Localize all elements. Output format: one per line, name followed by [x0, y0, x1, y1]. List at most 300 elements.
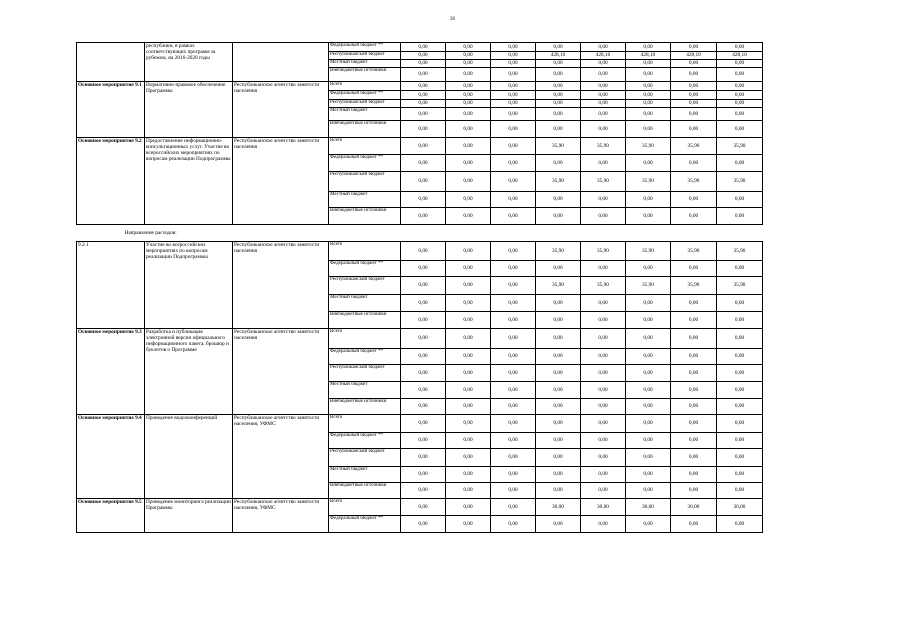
section-heading: Направление расходов:	[77, 225, 763, 242]
amount-cell: 0,00	[626, 208, 671, 225]
amount-cell: 0,00	[626, 516, 671, 533]
amount-cell: 0,00	[401, 68, 446, 82]
amount-cell: 0,00	[626, 91, 671, 100]
amount-cell: 0,00	[626, 192, 671, 208]
amount-cell: 0,00	[491, 138, 536, 155]
amount-cell: 0,00	[717, 261, 763, 277]
amount-cell: 0,00	[446, 91, 491, 100]
amount-cell: 35,90	[671, 242, 717, 261]
amount-cell: 0,00	[626, 60, 671, 68]
amount-cell: 0,00	[536, 60, 581, 68]
amount-cell: 0,00	[581, 155, 626, 172]
amount-cell: 0,00	[536, 261, 581, 277]
amount-cell: 0,00	[491, 295, 536, 312]
amount-cell: 0,00	[446, 208, 491, 225]
amount-cell: 0,00	[581, 208, 626, 225]
amount-cell: 35,90	[626, 138, 671, 155]
budget-row	[77, 82, 763, 91]
amount-cell: 428,10	[717, 52, 763, 60]
amount-cell: 0,00	[717, 60, 763, 68]
amount-cell: 0,00	[401, 43, 446, 52]
amount-cell: 0,00	[446, 277, 491, 295]
amount-cell: 0,00	[626, 467, 671, 483]
funding-source: Внебюджетные источники	[329, 312, 401, 329]
amount-cell: 0,00	[401, 60, 446, 68]
funding-source: Республиканский бюджет	[329, 100, 401, 108]
funding-source: Местный бюджет	[329, 192, 401, 208]
amount-cell: 0,00	[536, 91, 581, 100]
funding-source: Местный бюджет	[329, 382, 401, 399]
amount-cell: 0,00	[671, 349, 717, 365]
amount-cell: 0,00	[401, 52, 446, 60]
amount-cell: 0,00	[626, 433, 671, 449]
amount-cell: 0,00	[446, 329, 491, 349]
funding-source: Местный бюджет	[329, 295, 401, 312]
amount-cell: 35,90	[536, 172, 581, 192]
amount-cell: 0,00	[491, 68, 536, 82]
amount-cell: 0,00	[671, 312, 717, 329]
amount-cell: 0,00	[491, 242, 536, 261]
funding-source: Федеральный бюджет **	[329, 516, 401, 533]
funding-source: Республиканский бюджет	[329, 172, 401, 192]
amount-cell: 0,00	[491, 208, 536, 225]
amount-cell: 0,00	[717, 312, 763, 329]
amount-cell: 0,00	[581, 68, 626, 82]
funding-source: Внебюджетные источники	[329, 399, 401, 415]
amount-cell: 0,00	[401, 433, 446, 449]
amount-cell: 0,00	[626, 449, 671, 467]
amount-cell: 35,90	[536, 277, 581, 295]
amount-cell: 0,00	[671, 91, 717, 100]
amount-cell: 0,00	[446, 449, 491, 467]
amount-cell: 0,00	[491, 499, 536, 516]
amount-cell: 0,00	[491, 100, 536, 108]
amount-cell: 0,00	[491, 516, 536, 533]
amount-cell: 35,90	[671, 277, 717, 295]
amount-cell: 0,00	[626, 415, 671, 433]
amount-cell: 0,00	[446, 415, 491, 433]
amount-cell: 0,00	[536, 433, 581, 449]
amount-cell: 35,90	[717, 242, 763, 261]
amount-cell: 0,00	[446, 433, 491, 449]
amount-cell: 0,00	[717, 382, 763, 399]
amount-cell: 0,00	[401, 467, 446, 483]
amount-cell: 0,00	[491, 121, 536, 138]
funding-source: Внебюджетные источники	[329, 208, 401, 225]
amount-cell: 0,00	[536, 82, 581, 91]
amount-cell: 0,00	[671, 208, 717, 225]
funding-source: Всего	[329, 242, 401, 261]
amount-cell: 0,00	[491, 192, 536, 208]
funding-source: Федеральный бюджет **	[329, 155, 401, 172]
page-number: 36	[450, 17, 455, 22]
amount-cell: 0,00	[626, 399, 671, 415]
amount-cell: 0,00	[671, 121, 717, 138]
amount-cell: 0,00	[446, 365, 491, 382]
amount-cell: 0,00	[581, 433, 626, 449]
measure-executor: Республиканское агентство занятости населения, УФМС	[233, 499, 329, 533]
amount-cell: 35,90	[536, 242, 581, 261]
amount-cell: 0,00	[491, 43, 536, 52]
budget-row	[77, 242, 763, 261]
amount-cell: 0,00	[491, 108, 536, 121]
funding-source: Всего	[329, 499, 401, 516]
amount-cell: 0,00	[536, 68, 581, 82]
amount-cell: 0,00	[581, 449, 626, 467]
amount-cell: 0,00	[671, 60, 717, 68]
amount-cell: 0,00	[401, 349, 446, 365]
amount-cell: 35,90	[671, 138, 717, 155]
amount-cell: 0,00	[671, 399, 717, 415]
amount-cell: 0,00	[717, 68, 763, 82]
amount-cell: 35,90	[581, 172, 626, 192]
amount-cell: 428,10	[626, 52, 671, 60]
amount-cell: 0,00	[717, 91, 763, 100]
amount-cell: 0,00	[401, 277, 446, 295]
amount-cell: 0,00	[717, 449, 763, 467]
amount-cell: 0,00	[626, 82, 671, 91]
amount-cell: 0,00	[491, 60, 536, 68]
funding-source: Местный бюджет	[329, 108, 401, 121]
amount-cell: 0,00	[446, 499, 491, 516]
funding-source: Республиканский бюджет	[329, 277, 401, 295]
amount-cell: 30,00	[717, 499, 763, 516]
amount-cell: 0,00	[671, 433, 717, 449]
amount-cell: 0,00	[491, 82, 536, 91]
funding-source: Федеральный бюджет **	[329, 91, 401, 100]
amount-cell: 0,00	[401, 516, 446, 533]
amount-cell: 0,00	[671, 100, 717, 108]
amount-cell: 428,10	[581, 52, 626, 60]
funding-source: Всего	[329, 138, 401, 155]
measure-name: Основное мероприятие 9.4	[77, 415, 145, 499]
amount-cell: 0,00	[446, 155, 491, 172]
amount-cell: 0,00	[671, 192, 717, 208]
amount-cell: 0,00	[401, 449, 446, 467]
amount-cell: 0,00	[671, 382, 717, 399]
amount-cell: 0,00	[536, 295, 581, 312]
amount-cell: 0,00	[717, 365, 763, 382]
amount-cell: 0,00	[401, 155, 446, 172]
amount-cell: 0,00	[491, 399, 536, 415]
funding-source: Федеральный бюджет **	[329, 349, 401, 365]
amount-cell: 0,00	[536, 192, 581, 208]
amount-cell: 0,00	[401, 82, 446, 91]
amount-cell: 0,00	[717, 483, 763, 499]
funding-source: Всего	[329, 329, 401, 349]
amount-cell: 0,00	[491, 467, 536, 483]
amount-cell: 0,00	[491, 172, 536, 192]
amount-cell: 0,00	[401, 208, 446, 225]
measure-description: Проведение мониторинга реализации Программы	[145, 499, 233, 533]
amount-cell: 0,00	[401, 108, 446, 121]
amount-cell: 0,00	[536, 349, 581, 365]
measure-name: Основное мероприятие 9.1	[77, 82, 145, 138]
amount-cell: 0,00	[626, 295, 671, 312]
measure-executor: Республиканское агентство занятости населения	[233, 138, 329, 225]
amount-cell: 0,00	[717, 155, 763, 172]
budget-table	[76, 42, 763, 533]
measure-executor: Республиканское агентство занятости населения	[233, 329, 329, 415]
amount-cell: 0,00	[446, 43, 491, 52]
amount-cell: 0,00	[581, 295, 626, 312]
budget-row	[77, 138, 763, 155]
amount-cell: 35,90	[581, 277, 626, 295]
amount-cell: 35,90	[717, 277, 763, 295]
budget-row	[77, 499, 763, 516]
amount-cell: 0,00	[491, 449, 536, 467]
amount-cell: 0,00	[491, 349, 536, 365]
amount-cell: 0,00	[536, 365, 581, 382]
amount-cell: 0,00	[536, 382, 581, 399]
amount-cell: 35,90	[626, 172, 671, 192]
amount-cell: 0,00	[671, 108, 717, 121]
amount-cell: 0,00	[581, 399, 626, 415]
amount-cell: 0,00	[717, 192, 763, 208]
amount-cell: 428,10	[671, 52, 717, 60]
amount-cell: 0,00	[581, 382, 626, 399]
amount-cell: 35,90	[536, 138, 581, 155]
amount-cell: 30,00	[536, 499, 581, 516]
measure-description: республики, в рамках соответствующих программ за рубежом, на 2016-2020 годы	[145, 43, 233, 82]
amount-cell: 0,00	[626, 382, 671, 399]
measure-executor: Республиканское агентство занятости населения, УФМС	[233, 415, 329, 499]
amount-cell: 0,00	[446, 52, 491, 60]
amount-cell: 0,00	[536, 467, 581, 483]
amount-cell: 0,00	[491, 91, 536, 100]
budget-row	[77, 329, 763, 349]
amount-cell: 0,00	[536, 43, 581, 52]
amount-cell: 0,00	[536, 516, 581, 533]
measure-name: Основное мероприятие 9.2	[77, 138, 145, 225]
amount-cell: 35,90	[717, 172, 763, 192]
amount-cell: 0,00	[536, 399, 581, 415]
amount-cell: 0,00	[671, 467, 717, 483]
amount-cell: 0,00	[491, 52, 536, 60]
amount-cell: 0,00	[491, 329, 536, 349]
amount-cell: 0,00	[446, 516, 491, 533]
amount-cell: 0,00	[581, 91, 626, 100]
amount-cell: 0,00	[717, 100, 763, 108]
amount-cell: 0,00	[626, 365, 671, 382]
amount-cell: 0,00	[401, 121, 446, 138]
amount-cell: 0,00	[536, 155, 581, 172]
amount-cell: 0,00	[626, 261, 671, 277]
amount-cell: 0,00	[717, 433, 763, 449]
amount-cell: 428,10	[536, 52, 581, 60]
amount-cell: 0,00	[626, 349, 671, 365]
amount-cell: 30,00	[581, 499, 626, 516]
amount-cell: 0,00	[401, 382, 446, 399]
amount-cell: 35,90	[626, 277, 671, 295]
amount-cell: 0,00	[401, 483, 446, 499]
amount-cell: 0,00	[401, 100, 446, 108]
funding-source: Внебюджетные источники	[329, 483, 401, 499]
amount-cell: 0,00	[626, 43, 671, 52]
amount-cell: 0,00	[536, 483, 581, 499]
amount-cell: 0,00	[581, 121, 626, 138]
amount-cell: 0,00	[626, 329, 671, 349]
amount-cell: 0,00	[581, 60, 626, 68]
amount-cell: 0,00	[446, 108, 491, 121]
amount-cell: 0,00	[446, 382, 491, 399]
amount-cell: 0,00	[446, 192, 491, 208]
measure-description: Разработка и публикация электронной версии официального информационного пакета, брошюр и буклетов о Программе	[145, 329, 233, 415]
amount-cell: 0,00	[401, 365, 446, 382]
amount-cell: 0,00	[626, 108, 671, 121]
amount-cell: 0,00	[581, 82, 626, 91]
amount-cell: 0,00	[717, 329, 763, 349]
amount-cell: 35,90	[581, 242, 626, 261]
amount-cell: 0,00	[717, 208, 763, 225]
amount-cell: 0,00	[536, 312, 581, 329]
amount-cell: 0,00	[491, 382, 536, 399]
amount-cell: 35,90	[671, 172, 717, 192]
amount-cell: 30,00	[626, 499, 671, 516]
amount-cell: 0,00	[717, 349, 763, 365]
amount-cell: 0,00	[536, 329, 581, 349]
measure-name	[77, 43, 145, 82]
funding-source: Федеральный бюджет **	[329, 261, 401, 277]
amount-cell: 0,00	[626, 483, 671, 499]
amount-cell: 0,00	[671, 155, 717, 172]
measure-description: Нормативно-правовое обеспечение Программы	[145, 82, 233, 138]
amount-cell: 0,00	[581, 329, 626, 349]
amount-cell: 0,00	[446, 349, 491, 365]
funding-source: Внебюджетные источники	[329, 121, 401, 138]
amount-cell: 0,00	[626, 312, 671, 329]
amount-cell: 0,00	[401, 399, 446, 415]
funding-source: Всего	[329, 82, 401, 91]
amount-cell: 0,00	[626, 121, 671, 138]
measure-description: Участие во всероссийских мероприятиях по вопросам реализации Подпрограммы	[145, 242, 233, 329]
amount-cell: 0,00	[626, 155, 671, 172]
amount-cell: 0,00	[491, 415, 536, 433]
amount-cell: 0,00	[446, 82, 491, 91]
amount-cell: 0,00	[536, 449, 581, 467]
measure-name: Основное мероприятие 9.5	[77, 499, 145, 533]
amount-cell: 0,00	[536, 100, 581, 108]
funding-source: Республиканский бюджет	[329, 365, 401, 382]
amount-cell: 0,00	[401, 499, 446, 516]
amount-cell: 0,00	[717, 467, 763, 483]
amount-cell: 0,00	[491, 483, 536, 499]
measure-name: 9.2.1	[77, 242, 145, 329]
amount-cell: 0,00	[581, 467, 626, 483]
amount-cell: 0,00	[401, 138, 446, 155]
amount-cell: 0,00	[581, 192, 626, 208]
funding-source: Всего	[329, 415, 401, 433]
amount-cell: 0,00	[446, 312, 491, 329]
amount-cell: 0,00	[446, 295, 491, 312]
amount-cell: 0,00	[491, 312, 536, 329]
amount-cell: 0,00	[626, 100, 671, 108]
amount-cell: 0,00	[401, 242, 446, 261]
amount-cell: 0,00	[626, 68, 671, 82]
amount-cell: 0,00	[581, 365, 626, 382]
amount-cell: 0,00	[581, 483, 626, 499]
amount-cell: 0,00	[671, 329, 717, 349]
measure-executor	[233, 43, 329, 82]
amount-cell: 0,00	[446, 399, 491, 415]
amount-cell: 0,00	[446, 60, 491, 68]
measure-name: Основное мероприятие 9.3	[77, 329, 145, 415]
amount-cell: 0,00	[446, 121, 491, 138]
amount-cell: 0,00	[717, 295, 763, 312]
amount-cell: 0,00	[671, 365, 717, 382]
amount-cell: 0,00	[446, 68, 491, 82]
funding-source: Федеральный бюджет **	[329, 43, 401, 52]
amount-cell: 0,00	[401, 415, 446, 433]
amount-cell: 0,00	[491, 261, 536, 277]
amount-cell: 0,00	[671, 261, 717, 277]
amount-cell: 0,00	[717, 516, 763, 533]
funding-source: Республиканский бюджет	[329, 449, 401, 467]
amount-cell: 0,00	[671, 43, 717, 52]
amount-cell: 0,00	[401, 329, 446, 349]
amount-cell: 0,00	[446, 172, 491, 192]
amount-cell: 0,00	[717, 399, 763, 415]
amount-cell: 0,00	[671, 449, 717, 467]
amount-cell: 0,00	[491, 277, 536, 295]
amount-cell: 0,00	[717, 121, 763, 138]
amount-cell: 0,00	[581, 312, 626, 329]
amount-cell: 0,00	[671, 516, 717, 533]
amount-cell: 0,00	[717, 108, 763, 121]
amount-cell: 0,00	[401, 312, 446, 329]
amount-cell: 0,00	[446, 467, 491, 483]
amount-cell: 0,00	[717, 415, 763, 433]
amount-cell: 0,00	[491, 155, 536, 172]
amount-cell: 0,00	[401, 261, 446, 277]
measure-description: Проведение видеоконференций	[145, 415, 233, 499]
section-heading-row	[77, 225, 763, 242]
amount-cell: 0,00	[446, 261, 491, 277]
amount-cell: 0,00	[581, 516, 626, 533]
budget-row	[77, 415, 763, 433]
amount-cell: 0,00	[536, 415, 581, 433]
amount-cell: 0,00	[401, 192, 446, 208]
budget-table-body	[77, 43, 763, 533]
amount-cell: 0,00	[671, 483, 717, 499]
amount-cell: 0,00	[671, 68, 717, 82]
amount-cell: 0,00	[717, 43, 763, 52]
amount-cell: 0,00	[717, 82, 763, 91]
measure-executor: Республиканское агентство занятости населения	[233, 82, 329, 138]
amount-cell: 35,90	[626, 242, 671, 261]
amount-cell: 0,00	[581, 100, 626, 108]
amount-cell: 0,00	[536, 121, 581, 138]
amount-cell: 0,00	[446, 100, 491, 108]
measure-executor: Республиканское агентство занятости населения	[233, 242, 329, 329]
amount-cell: 0,00	[401, 91, 446, 100]
amount-cell: 0,00	[536, 208, 581, 225]
amount-cell: 0,00	[446, 483, 491, 499]
amount-cell: 0,00	[491, 433, 536, 449]
budget-row	[77, 43, 763, 52]
funding-source: Местный бюджет	[329, 467, 401, 483]
amount-cell: 35,90	[581, 138, 626, 155]
amount-cell: 0,00	[581, 415, 626, 433]
amount-cell: 0,00	[536, 108, 581, 121]
amount-cell: 0,00	[581, 43, 626, 52]
funding-source: Местный бюджет	[329, 60, 401, 68]
funding-source: Республиканский бюджет	[329, 52, 401, 60]
amount-cell: 0,00	[491, 365, 536, 382]
measure-description: Предоставление информационно-консультационных услуг. Участие во всероссийских мероприятиях по вопросам реализации Подпрограммы	[145, 138, 233, 225]
amount-cell: 0,00	[401, 295, 446, 312]
amount-cell: 0,00	[581, 261, 626, 277]
